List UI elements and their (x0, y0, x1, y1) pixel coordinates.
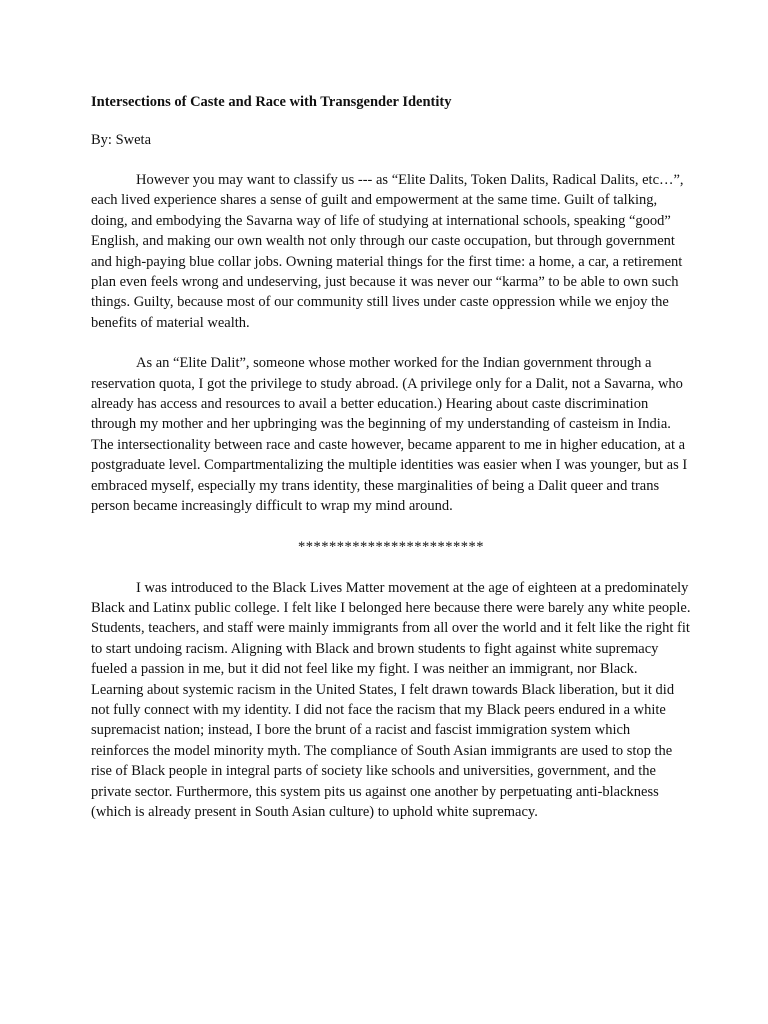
paragraph-2: As an “Elite Dalit”, someone whose mother worked for the Indian government through a reservation quota, I got the privilege to study abroad. (A privilege only for a Dalit, not a Savarna, who already has access and resources to avail a better education.) Hearing about caste discrimination through my mother and her upbringing was the beginning of my understanding of casteism in India. The intersectionality between race and caste however, became apparent to me in higher education, at a postgraduate level. Compartmentalizing the multiple identities was easier when I was younger, but as I embraced myself, especially my trans identity, these marginalities of being a Dalit queer and trans person became increasingly difficult to wrap my mind around. (91, 355, 688, 515)
paragraph-3: I was introduced to the Black Lives Matter movement at the age of eighteen at a predominately Black and Latinx public college. I felt like I belonged here because there were barely any white people. Students, teachers, and staff were mainly immigrants from all over the world and it felt like the right fit to start undoing racism. Aligning with Black and brown students to fight against white supremacy fueled a passion in me, but it did not feel like my fight. I was neither an immigrant, nor Black. Learning about systemic racism in the United States, I felt drawn towards Black liberation, but it did not fully connect with my identity. I did not face the racism that my Black peers endured in a white supremacist nation; instead, I bore the brunt of a racist and fascist immigration system which reinforces the model minority myth. The compliance of South Asian immigrants are used to stop the rise of Black people in integral parts of society like schools and universities, government, and the private sector. Furthermore, this system pits us against one another by perpetuating anti-blackness (which is already present in South Asian culture) to uphold white supremacy. (91, 579, 691, 820)
document-page (91, 92, 691, 842)
paragraph-1: However you may want to classify us --- as “Elite Dalits, Token Dalits, Radical Dalits, etc…”, each lived experience shares a sense of guilt and empowerment at the same time. Guilt of talking, doing, and embodying the Savarna way of life of studying at international schools, speaking “good” English, and making our own wealth not only through our caste occupation, but through government and high-paying blue collar jobs. Owning material things for the first time: a home, a car, a retirement plan even feels wrong and undeserving, just because it was never our “karma” to be able to own such things. Guilty, because most of our community still lives under caste oppression while we enjoy the benefits of material wealth. (91, 172, 684, 331)
author-byline: By: Sweta (91, 132, 152, 148)
section-divider: ************************ (298, 538, 484, 555)
document-title: Intersections of Caste and Race with Transgender Identity (91, 94, 452, 110)
